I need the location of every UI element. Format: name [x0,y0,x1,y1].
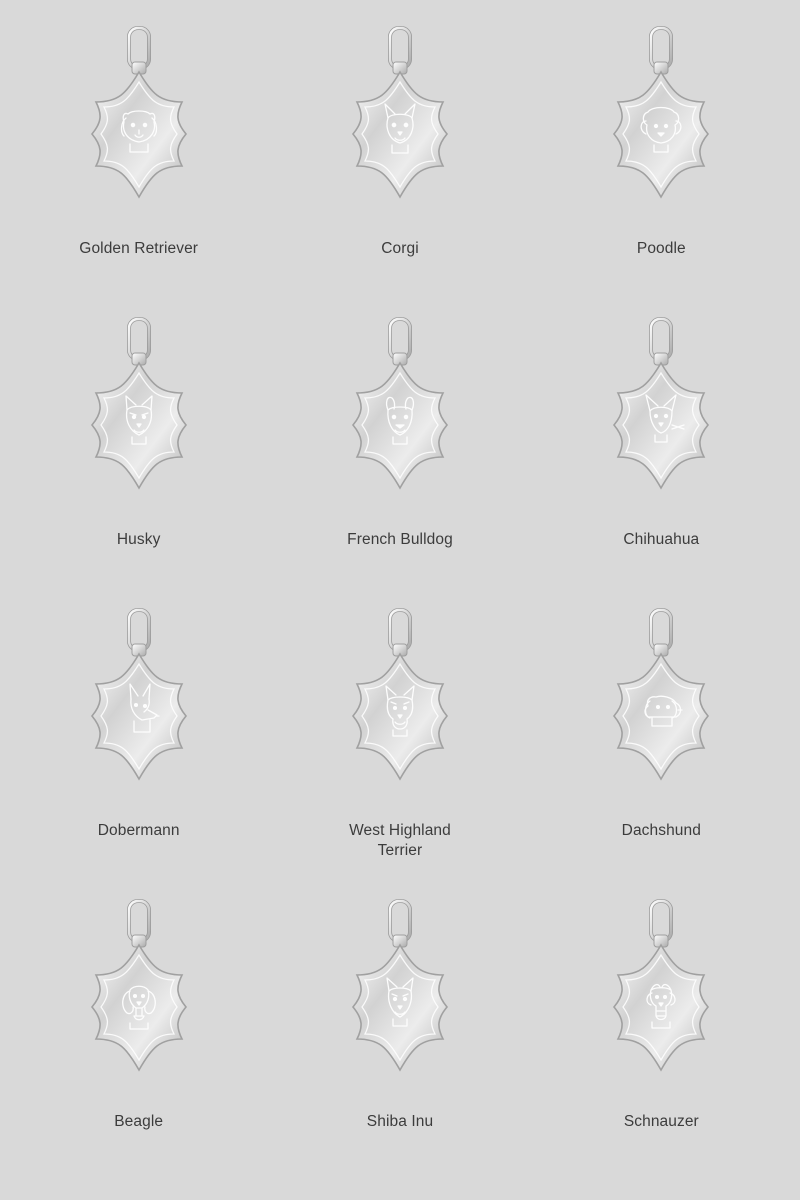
charm-pendant[interactable] [64,604,214,819]
charm-bail [651,901,671,947]
charm-item[interactable] [269,895,530,1186]
charm-bail [651,28,671,74]
charm-bail [651,610,671,656]
charm-bail [390,610,410,656]
charm-bail [390,901,410,947]
charm-pendant[interactable] [325,604,475,819]
charm-label: French Bulldog [347,531,453,548]
charm-pendant[interactable] [325,895,475,1110]
charm-pendant[interactable] [325,313,475,528]
charm-label: Schnauzer [623,1113,699,1130]
charm-item[interactable] [269,604,530,895]
charm-body [92,654,186,779]
charm-pendant[interactable] [586,22,736,237]
charm-item[interactable] [8,22,269,313]
charm-pendant[interactable] [64,895,214,1110]
charm-pendant[interactable] [64,313,214,528]
charm-pendant[interactable] [586,313,736,528]
charm-item[interactable] [8,604,269,895]
charm-pendant[interactable] [586,895,736,1110]
charm-label: Shiba Inu [366,1113,434,1130]
charm-bail [129,901,149,947]
charm-label: Golden Retriever [79,240,199,257]
charm-label: Poodle [636,240,686,257]
charm-item[interactable] [8,895,269,1186]
charm-body [614,945,708,1070]
charm-label: Corgi [381,240,419,257]
charm-pendant[interactable] [64,22,214,237]
charm-pendant[interactable] [586,604,736,819]
charm-label: Dachshund [621,822,701,839]
charm-item[interactable] [269,22,530,313]
charm-label: West Highland Terrier [349,822,451,859]
charm-pendant[interactable] [325,22,475,237]
charm-label: Chihuahua [623,531,700,548]
charm-bail [129,28,149,74]
charm-bail [390,28,410,74]
charm-bail [651,319,671,365]
charm-label: Beagle [114,1113,164,1130]
charm-item[interactable] [8,313,269,604]
charm-bail [390,319,410,365]
charm-item[interactable] [269,313,530,604]
charm-bail [129,610,149,656]
charm-item[interactable] [531,313,792,604]
charm-label: Dobermann [97,822,180,839]
charm-bail [129,319,149,365]
charm-item[interactable] [531,22,792,313]
charm-item[interactable] [531,895,792,1186]
charm-item[interactable] [531,604,792,895]
charm-label: Husky [116,531,161,548]
